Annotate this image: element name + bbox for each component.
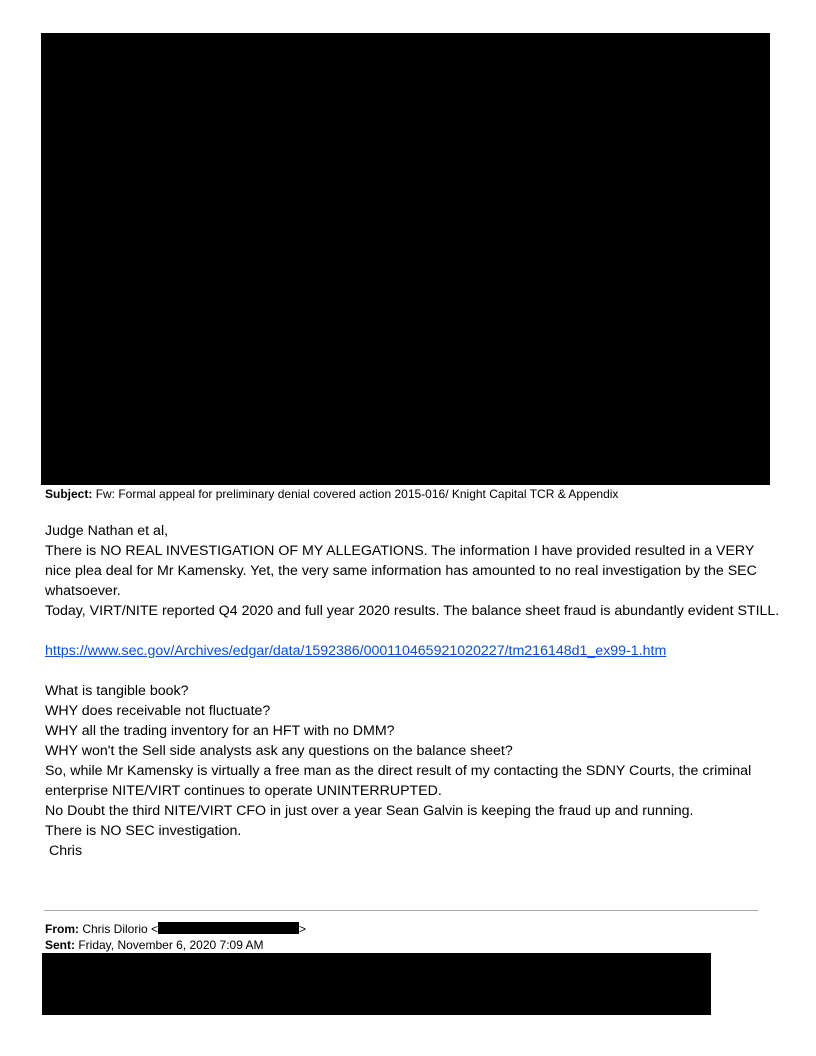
body-line: There is NO SEC investigation. xyxy=(45,823,242,839)
email-body xyxy=(45,521,780,861)
from-name: Chris Dilorio < xyxy=(82,922,159,936)
subject-label: Subject: xyxy=(45,487,93,501)
body-line: WHY all the trading inventory for an HFT with no DMM? xyxy=(45,723,395,739)
sec-filing-link[interactable]: https://www.sec.gov/Archives/edgar/data/1592386/000110465921020227/tm216148d1_ex99-1.htm xyxy=(45,643,667,659)
body-line: What is tangible book? xyxy=(45,683,189,699)
signoff: Chris xyxy=(45,843,83,859)
body-paragraph-2: Today, VIRT/NITE reported Q4 2020 and full year 2020 results. The balance sheet fraud is abundantly evident STILL. xyxy=(45,603,780,619)
from-label: From: xyxy=(45,922,79,936)
sent-line xyxy=(45,937,264,953)
header-divider xyxy=(44,910,758,911)
body-line: WHY does receivable not fluctuate? xyxy=(45,703,271,719)
greeting: Judge Nathan et al, xyxy=(45,523,169,539)
body-line: So, while Mr Kamensky is virtually a free man as the direct result of my contacting the SDNY Courts, the criminal enterprise NITE/VIRT continues to operate UNINTERRUPTED. xyxy=(45,763,752,799)
blank-line xyxy=(45,661,780,681)
body-paragraph-1: There is NO REAL INVESTIGATION OF MY ALLEGATIONS. The information I have provided resulted in a VERY nice plea deal for Mr Kamensky. Yet, the very same information has amounted to no real investigation by the SEC whatsoever. xyxy=(45,543,757,599)
from-close: > xyxy=(299,922,307,936)
sent-label: Sent: xyxy=(45,938,75,952)
email-redaction xyxy=(158,922,299,934)
subject-text: Fw: Formal appeal for preliminary denial covered action 2015-016/ Knight Capital TCR & Appendix xyxy=(95,487,619,501)
from-line xyxy=(45,921,306,937)
body-line: WHY won't the Sell side analysts ask any questions on the balance sheet? xyxy=(45,743,513,759)
body-line: No Doubt the third NITE/VIRT CFO in just over a year Sean Galvin is keeping the fraud up and running. xyxy=(45,803,694,819)
top-redaction-block xyxy=(41,33,770,485)
blank-line xyxy=(45,621,780,641)
sent-value: Friday, November 6, 2020 7:09 AM xyxy=(78,938,264,952)
bottom-redaction-block xyxy=(42,953,711,1015)
subject-line xyxy=(45,486,785,502)
